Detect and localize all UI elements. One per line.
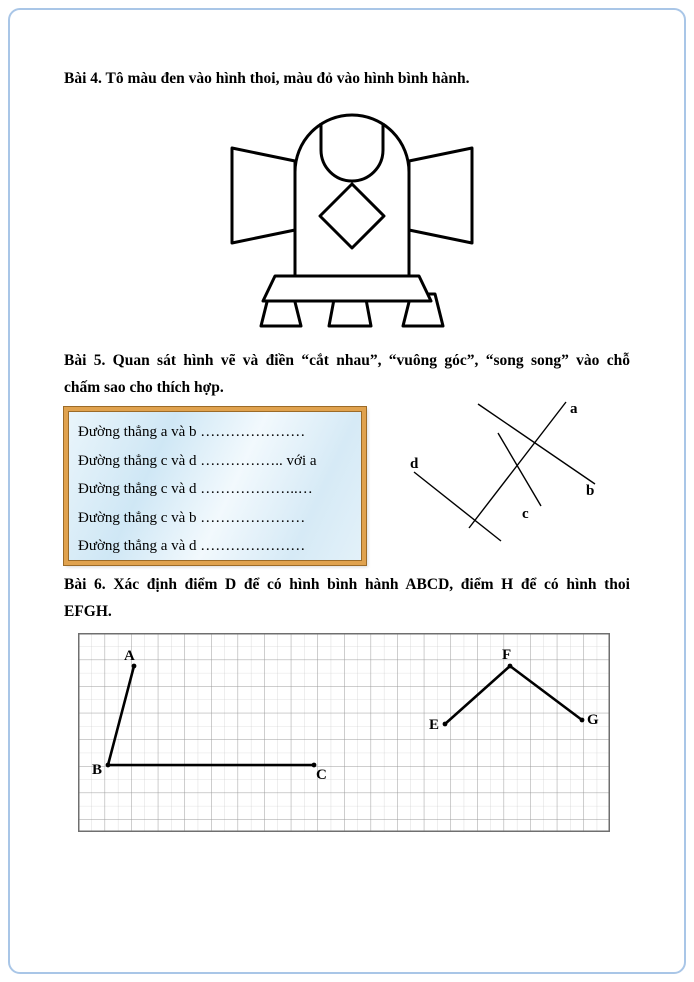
exercise6-title [64, 571, 630, 625]
point-G [580, 718, 585, 723]
exercise5-title-line1: Bài 5. Quan sát hình vẽ và điền “cắt nhau”, “vuông góc”, “song song” vào chỗ [64, 352, 630, 369]
rocket-left-wing [232, 148, 295, 243]
label-point-F: F [502, 647, 512, 663]
point-F [508, 664, 513, 669]
label-line-b: b [586, 483, 595, 499]
line-d [414, 472, 501, 541]
exercise6-title-line2: EFGH. [64, 603, 112, 620]
label-line-c: c [522, 506, 529, 522]
answer-line: Đường thẳng c và d ………………..… [78, 481, 313, 497]
lines-figure [406, 391, 606, 551]
label-point-G: G [587, 712, 599, 728]
point-A [132, 664, 137, 669]
answer-line: Đường thẳng a và d ………………… [78, 538, 306, 554]
exercise5-title-line2: chấm sao cho thích hợp. [64, 379, 224, 396]
exercise5-body [64, 401, 630, 565]
label-point-B: B [92, 762, 103, 778]
grid-background [79, 634, 610, 832]
page-content [64, 66, 630, 837]
label-line-d: d [410, 456, 419, 472]
label-point-A: A [124, 648, 135, 664]
rocket-figure [217, 104, 477, 335]
answer-line: Đường thẳng a và b ………………… [78, 424, 306, 440]
grid-figure [78, 633, 610, 832]
rocket-right-wing [409, 148, 472, 243]
point-E [443, 722, 448, 727]
label-point-E: E [429, 717, 440, 733]
point-B [106, 763, 111, 768]
exercise4-title-text: Bài 4. Tô màu đen vào hình thoi, màu đỏ vào hình bình hành. [64, 70, 470, 87]
rocket-drawing [217, 104, 477, 330]
label-point-C: C [316, 767, 327, 783]
label-line-a: a [570, 401, 578, 417]
exercise6-title-line1: Bài 6. Xác định điểm D để có hình bình hành ABCD, điểm H để có hình thoi [64, 576, 630, 593]
answer-line: Đường thẳng c và b ………………… [78, 509, 306, 526]
exercise4-title [64, 66, 630, 92]
rocket-base-band [263, 276, 431, 301]
answer-box [64, 407, 366, 565]
answer-line: Đường thẳng c và d …………….. với a [78, 452, 317, 469]
